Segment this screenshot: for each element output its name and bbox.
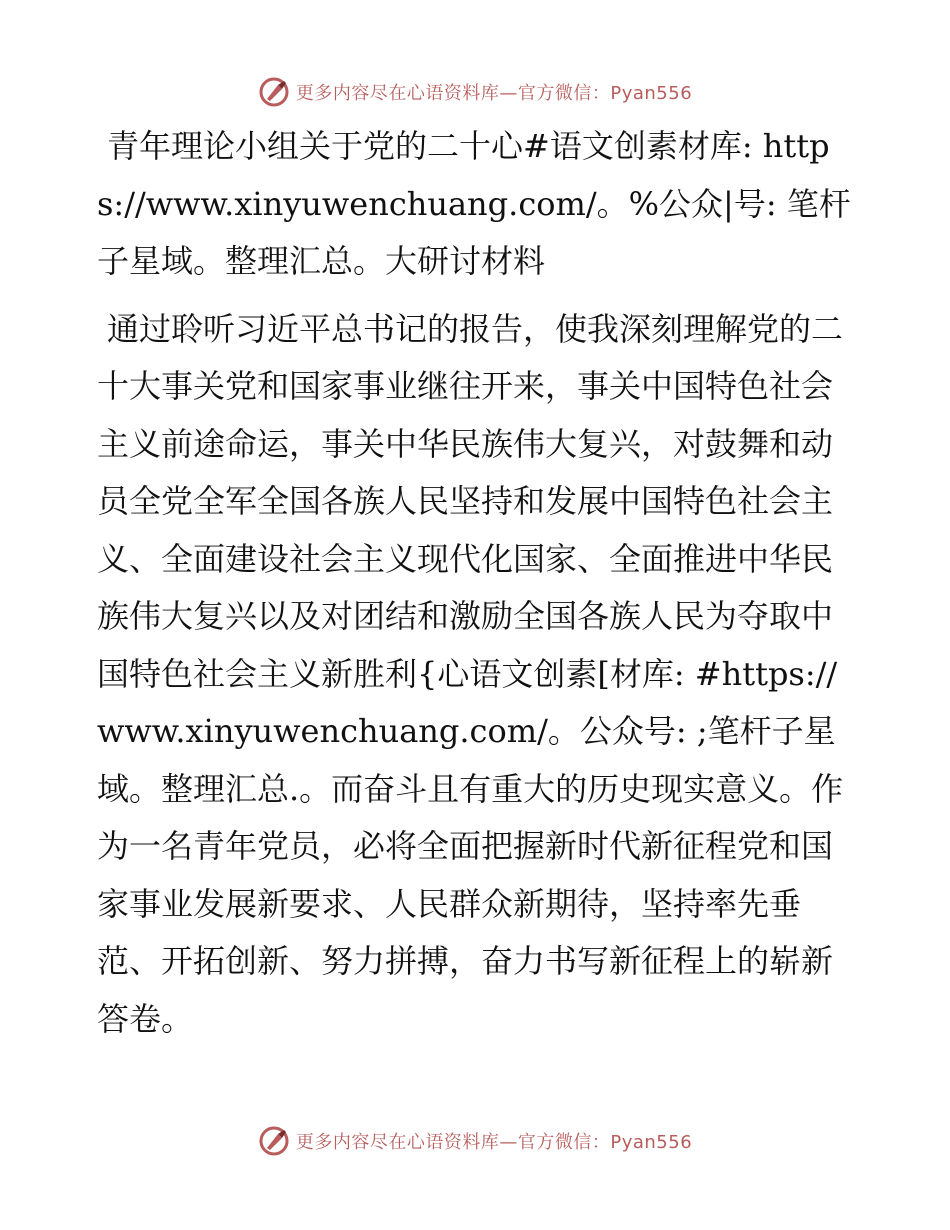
body-paragraph: 通过聆听习近平总书记的报告，使我深刻理解党的二十大事关党和国家事业继往开来，事关中国特色社会主义前途命运，事关中华民族伟大复兴，对鼓舞和动员全党全军全国各族人民坚持和发展中国特色社会主义、全面建设社会主义现代化国家、全面推进中华民族伟大复兴以及对团结和激励全国各族人民为夺取中国特色社会主义新胜利{心语文创素[材库: #https://www.xinyuwenchuang.com/。公众号: ;笔杆子星域。整理汇总.。而奋斗且有重大的历史现实意义。作为一名青年党员，必将全面把握新时代新征程党和国家事业发展新要求、人民群众新期待，坚持率先垂范、开拓创新、努力拼搏，奋力书写新征程上的崭新答卷。 bbox=[97, 309, 844, 1038]
pen-nib-logo-icon bbox=[258, 76, 290, 108]
watermark-text: 更多内容尽在心语资料库—官方微信：Pyan556 bbox=[295, 83, 693, 104]
title-paragraph: 青年理论小组关于党的二十心#语文创素材库: https://www.xinyuwenchuang.com/。%公众|号: 笔杆子星域。整理汇总。大研讨材料 bbox=[97, 127, 851, 280]
footer-watermark bbox=[0, 1121, 950, 1161]
pen-nib-logo-icon bbox=[258, 1125, 290, 1157]
watermark-text: 更多内容尽在心语资料库—官方微信：Pyan556 bbox=[295, 1132, 693, 1153]
header-watermark bbox=[0, 72, 950, 112]
document-body bbox=[97, 118, 853, 1048]
